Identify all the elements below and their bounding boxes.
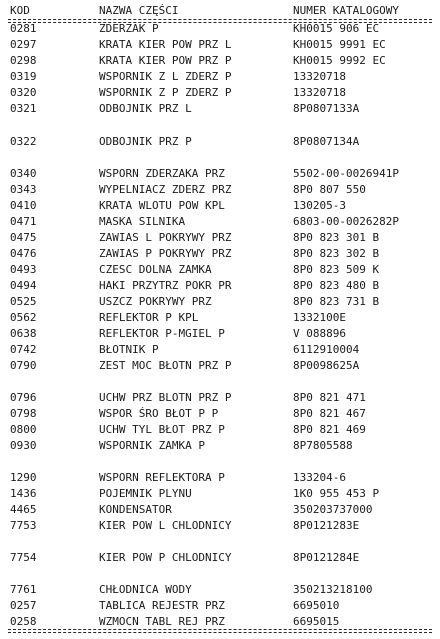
header-kod: KOD <box>10 4 30 17</box>
catalog-number: 8P0 807 550 <box>293 183 366 196</box>
part-code: 0297 <box>10 38 37 51</box>
table-row <box>0 519 440 533</box>
catalog-number: V 088896 <box>293 327 346 340</box>
header-nazwa: NAZWA CZĘŚCI <box>99 4 179 17</box>
catalog-number: 1332100E <box>293 311 346 324</box>
catalog-number: 6695010 <box>293 599 340 612</box>
table-row <box>0 439 440 453</box>
catalog-number: 8P0 821 467 <box>293 407 366 420</box>
part-name: BŁOTNIK P <box>99 343 159 356</box>
table-row <box>0 102 440 116</box>
part-code: 0319 <box>10 70 37 83</box>
part-name: WSPORNIK Z L ZDERZ P <box>99 70 232 83</box>
table-row <box>0 167 440 181</box>
table-row <box>0 311 440 325</box>
part-name: KIER POW P CHLODNICY <box>99 551 232 564</box>
part-code: 0320 <box>10 86 37 99</box>
part-code: 0562 <box>10 311 37 324</box>
catalog-number: 350213218100 <box>293 583 373 596</box>
part-name: WZMOCN TABL REJ PRZ <box>99 615 225 628</box>
catalog-number: KH0015 9992 EC <box>293 54 386 67</box>
part-name: REFLEKTOR P KPL <box>99 311 199 324</box>
catalog-number: 8P0121284E <box>293 551 360 564</box>
part-code: 0298 <box>10 54 37 67</box>
table-row <box>0 471 440 485</box>
catalog-number: 1K0 955 453 P <box>293 487 380 500</box>
catalog-number: 6695015 <box>293 615 340 628</box>
part-code: 0525 <box>10 295 37 308</box>
table-row <box>0 327 440 341</box>
table-row <box>0 551 440 565</box>
part-name: KONDENSATOR <box>99 503 172 516</box>
part-name: WSPORNIK Z P ZDERZ P <box>99 86 232 99</box>
part-name: ZAWIAS L POKRYWY PRZ <box>99 231 232 244</box>
table-row <box>0 70 440 84</box>
catalog-number: KH0015 906 EC <box>293 22 380 35</box>
catalog-number: 8P0 823 301 B <box>293 231 380 244</box>
part-name: KRATA KIER POW PRZ P <box>99 54 232 67</box>
table-row <box>0 231 440 245</box>
catalog-number: 13320718 <box>293 70 346 83</box>
part-name: ODBOJNIK PRZ P <box>99 135 192 148</box>
part-name: USZCZ POKRYWY PRZ <box>99 295 212 308</box>
part-name: WSPORN REFLEKTORA P <box>99 471 225 484</box>
part-name: ODBOJNIK PRZ L <box>99 102 192 115</box>
catalog-number: 13320718 <box>293 86 346 99</box>
part-code: 0494 <box>10 279 37 292</box>
footer-divider-top <box>8 629 432 630</box>
table-row <box>0 615 440 629</box>
part-code: 0800 <box>10 423 37 436</box>
part-name: UCHW TYL BŁOT PRZ P <box>99 423 225 436</box>
table-row <box>0 279 440 293</box>
table-row <box>0 295 440 309</box>
catalog-number: 8P0807133A <box>293 102 360 115</box>
catalog-number: 8P0 823 731 B <box>293 295 380 308</box>
table-row <box>0 599 440 613</box>
part-code: 0322 <box>10 135 37 148</box>
header-divider-top <box>8 19 432 20</box>
part-name: CHŁODNICA WODY <box>99 583 192 596</box>
part-name: WSPORN ZDERZAKA PRZ <box>99 167 225 180</box>
table-row <box>0 487 440 501</box>
part-name: CZESC DOLNA ZAMKA <box>99 263 212 276</box>
part-code: 0281 <box>10 22 37 35</box>
catalog-number: 5502-00-0026941P <box>293 167 399 180</box>
part-name: UCHW PRZ BLOTN PRZ P <box>99 391 232 404</box>
part-name: MASKA SILNIKA <box>99 215 186 228</box>
part-code: 0742 <box>10 343 37 356</box>
part-code: 7761 <box>10 583 37 596</box>
table-row <box>0 215 440 229</box>
table-row <box>0 407 440 421</box>
table-row <box>0 423 440 437</box>
catalog-number: 8P0 823 480 B <box>293 279 380 292</box>
part-code: 0410 <box>10 199 37 212</box>
catalog-number: 130205-3 <box>293 199 346 212</box>
part-code: 0343 <box>10 183 37 196</box>
table-row <box>0 199 440 213</box>
catalog-number: 133204-6 <box>293 471 346 484</box>
catalog-number: 8P0 823 302 B <box>293 247 380 260</box>
table-header <box>0 4 440 18</box>
part-code: 7753 <box>10 519 37 532</box>
part-code: 0930 <box>10 439 37 452</box>
part-code: 0321 <box>10 102 37 115</box>
part-code: 4465 <box>10 503 37 516</box>
part-code: 0340 <box>10 167 37 180</box>
part-code: 7754 <box>10 551 37 564</box>
part-name: KIER POW L CHLODNICY <box>99 519 232 532</box>
part-code: 0258 <box>10 615 37 628</box>
table-row <box>0 583 440 597</box>
catalog-number: 8P0098625A <box>293 359 360 372</box>
catalog-number: KH0015 9991 EC <box>293 38 386 51</box>
table-row <box>0 503 440 517</box>
part-name: HAKI PRZYTRZ POKR PR <box>99 279 232 292</box>
table-row <box>0 359 440 373</box>
catalog-number: 6803-00-0026282P <box>293 215 399 228</box>
part-code: 0798 <box>10 407 37 420</box>
part-code: 0475 <box>10 231 37 244</box>
part-code: 1436 <box>10 487 37 500</box>
part-name: KRATA WLOTU POW KPL <box>99 199 225 212</box>
part-name: ZDERZAK P <box>99 22 159 35</box>
part-code: 0796 <box>10 391 37 404</box>
part-name: POJEMNIK PLYNU <box>99 487 192 500</box>
part-name: KRATA KIER POW PRZ L <box>99 38 232 51</box>
table-row <box>0 135 440 149</box>
catalog-number: 350203737000 <box>293 503 373 516</box>
catalog-number: 8P0121283E <box>293 519 360 532</box>
part-code: 0638 <box>10 327 37 340</box>
part-code: 0493 <box>10 263 37 276</box>
part-code: 1290 <box>10 471 37 484</box>
table-row <box>0 183 440 197</box>
catalog-number: 8P0 821 471 <box>293 391 366 404</box>
table-row <box>0 263 440 277</box>
catalog-number: 8P0 823 509 K <box>293 263 380 276</box>
part-name: ZEST MOC BŁOTN PRZ P <box>99 359 232 372</box>
footer-divider-bottom <box>8 632 432 633</box>
part-code: 0471 <box>10 215 37 228</box>
part-name: TABLICA REJESTR PRZ <box>99 599 225 612</box>
table-row <box>0 343 440 357</box>
table-row <box>0 22 440 36</box>
part-code: 0476 <box>10 247 37 260</box>
part-name: WSPOR ŚRO BŁOT P P <box>99 407 219 420</box>
part-name: WYPELNIACZ ZDERZ PRZ <box>99 183 232 196</box>
table-row <box>0 247 440 261</box>
part-name: REFLEKTOR P-MGIEL P <box>99 327 225 340</box>
header-numer: NUMER KATALOGOWY <box>293 4 399 17</box>
part-code: 0257 <box>10 599 37 612</box>
catalog-number: 8P7805588 <box>293 439 353 452</box>
catalog-number: 8P0 821 469 <box>293 423 366 436</box>
part-name: WSPORNIK ZAMKA P <box>99 439 205 452</box>
table-row <box>0 38 440 52</box>
part-name: ZAWIAS P POKRYWY PRZ <box>99 247 232 260</box>
table-row <box>0 391 440 405</box>
table-row <box>0 86 440 100</box>
table-row <box>0 54 440 68</box>
part-code: 0790 <box>10 359 37 372</box>
catalog-number: 8P0807134A <box>293 135 360 148</box>
catalog-number: 6112910004 <box>293 343 360 356</box>
